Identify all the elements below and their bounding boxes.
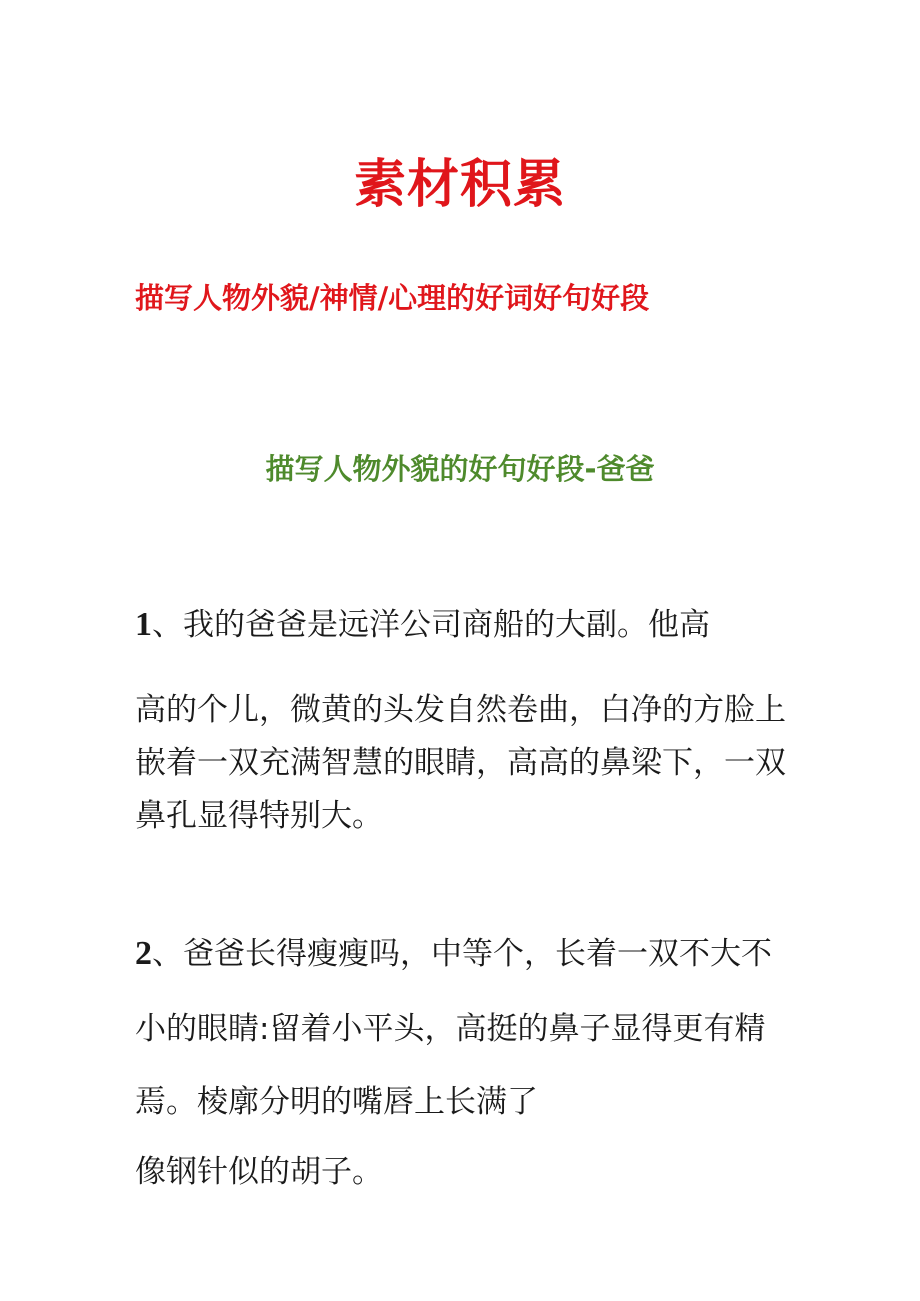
paragraph-2-number: 2	[135, 935, 152, 972]
paragraph-2-text: 、爸爸长得瘦瘦吗，中等个，长着一双不大不	[152, 936, 772, 972]
paragraph-1-line-3: 嵌着一双充满智慧的眼睛，高高的鼻梁下，一双	[135, 745, 786, 781]
paragraph-1-line-1	[135, 603, 710, 647]
paragraph-2-line-3: 焉。棱廓分明的嘴唇上长满了	[135, 1084, 538, 1120]
paragraph-1-text: 、我的爸爸是远洋公司商船的大副。他高	[152, 607, 710, 643]
paragraph-2-line-1	[135, 932, 772, 976]
paragraph-1-number: 1	[135, 606, 152, 643]
section-heading: 描写人物外貌的好句好段-爸爸	[265, 452, 655, 486]
page-title: 素材积累	[353, 155, 566, 215]
paragraph-2-line-4: 像钢针似的胡子。	[135, 1154, 383, 1190]
paragraph-1-line-2: 高的个儿，微黄的头发自然卷曲，白净的方脸上	[135, 692, 786, 728]
paragraph-2-line-2: 小的眼睛:留着小平头，高挺的鼻子显得更有精	[135, 1011, 766, 1047]
paragraph-1-line-4: 鼻孔显得特别大。	[135, 798, 383, 834]
page-subtitle: 描写人物外貌/神情/心理的好词好句好段	[135, 281, 650, 315]
